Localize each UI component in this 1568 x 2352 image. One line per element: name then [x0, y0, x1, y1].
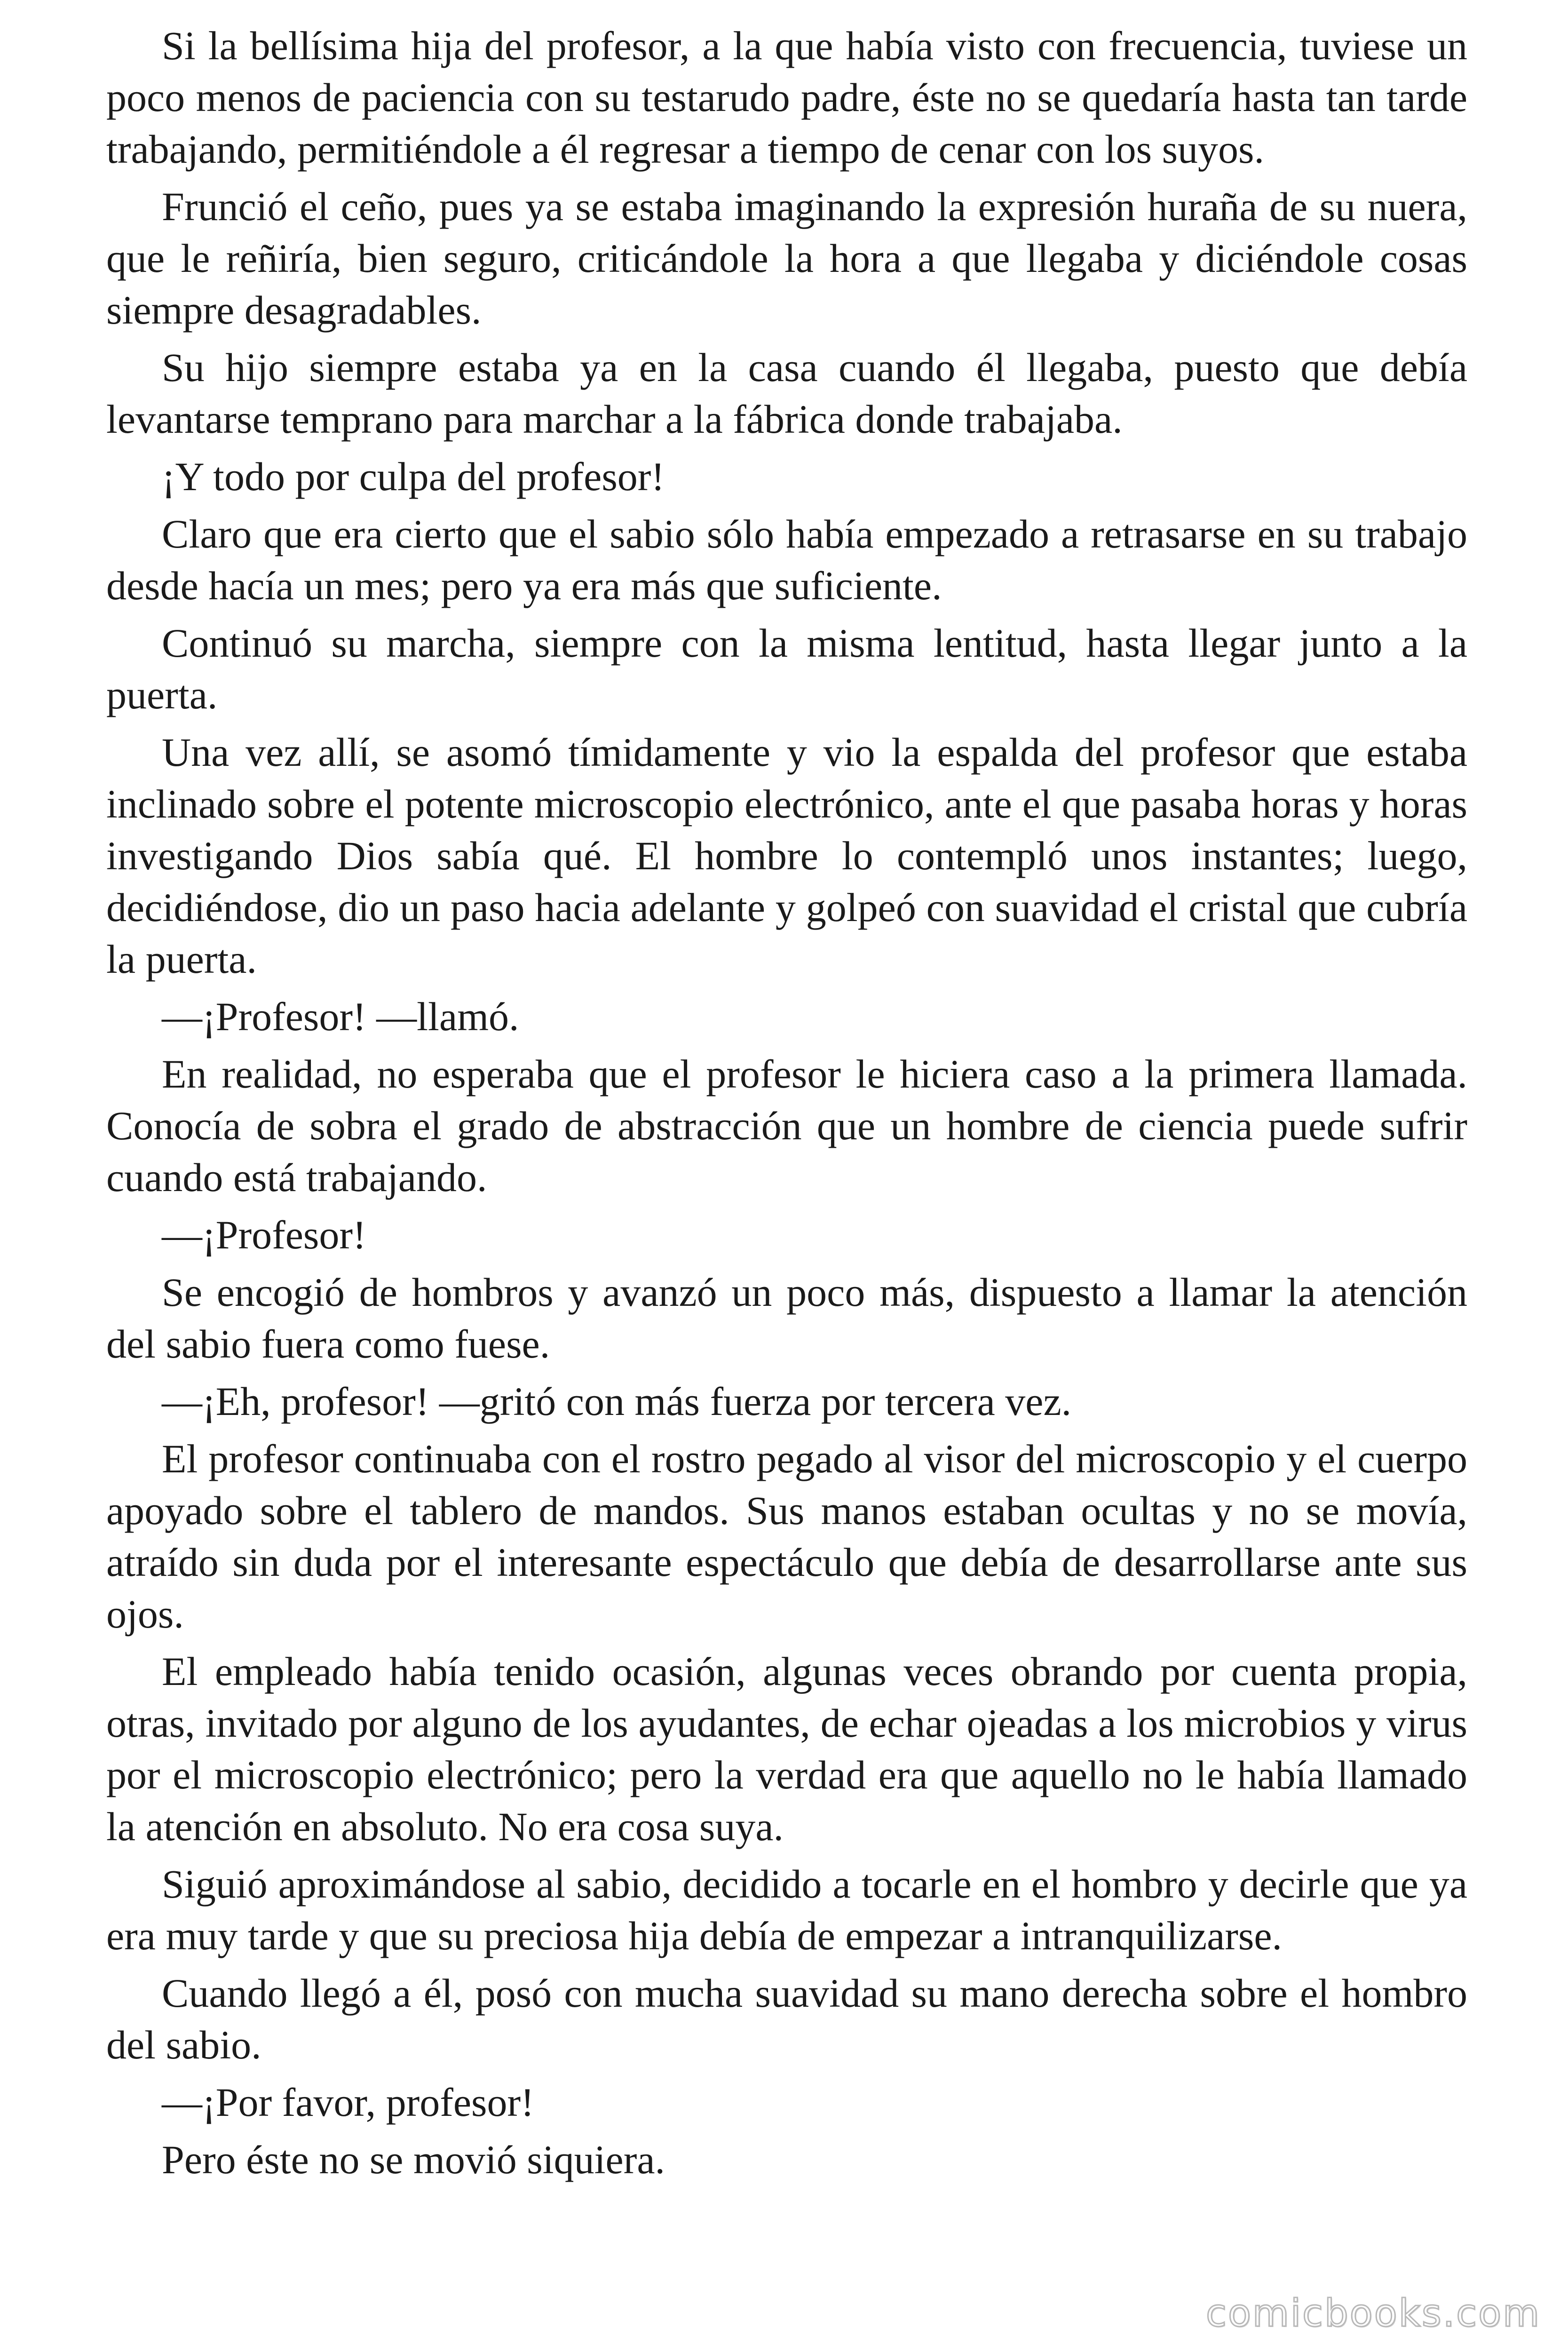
paragraph-17: —¡Por favor, profesor!	[162, 2080, 534, 2125]
paragraph-7: Una vez allí, se asomó tímidamente y vio la espalda del profesor que estaba inclinado sobre el potente microscopio electrónico, ante el que pasaba horas y horas investigando Dios sabía qué. El hombre lo contempló unos instantes; luego, decidiéndose, dio un paso hacia adelante y golpeó con suavidad el cristal que cubría la puerta.	[106, 730, 1467, 982]
paragraph-10: —¡Profesor!	[162, 1212, 366, 1257]
paragraph-9: En realidad, no esperaba que el profesor le hiciera caso a la primera llamada. Conocía de sobra el grado de abstracción que un hombre de ciencia puede sufrir cuando está trabajando.	[106, 1051, 1467, 1200]
paragraph-11: Se encogió de hombros y avanzó un poco más, dispuesto a llamar la atención del sabio fuera como fuese.	[106, 1270, 1467, 1367]
paragraph-4: ¡Y todo por culpa del profesor!	[162, 454, 665, 499]
paragraph-3: Su hijo siempre estaba ya en la casa cuando él llegaba, puesto que debía levantarse temprano para marchar a la fábrica donde trabajaba.	[106, 345, 1467, 442]
paragraph-13: El profesor continuaba con el rostro pegado al visor del microscopio y el cuerpo apoyado sobre el tablero de mandos. Sus manos estaban ocultas y no se movía, atraído sin duda por el interesante espectáculo que debía de desarrollarse ante sus ojos.	[106, 1436, 1467, 1637]
paragraph-12: —¡Eh, profesor! —gritó con más fuerza por tercera vez.	[162, 1379, 1072, 1424]
paragraph-18: Pero éste no se movió siquiera.	[162, 2137, 665, 2182]
paragraph-5: Claro que era cierto que el sabio sólo había empezado a retrasarse en su trabajo desde hacía un mes; pero ya era más que suficiente.	[106, 511, 1467, 608]
paragraph-1: Si la bellísima hija del profesor, a la que había visto con frecuencia, tuviese un poco menos de paciencia con su testarudo padre, éste no se quedaría hasta tan tarde trabajando, permitiéndole a él regresar a tiempo de cenar con los suyos.	[106, 23, 1467, 172]
paragraph-14: El empleado había tenido ocasión, algunas veces obrando por cuenta propia, otras, invitado por alguno de los ayudantes, de echar ojeadas a los microbios y virus por el microscopio electrónico; pero la verdad era que aquello no le había llamado la atención en absoluto. No era cosa suya.	[106, 1649, 1467, 1849]
watermark: comicbooks.com	[1205, 2291, 1541, 2335]
paragraph-15: Siguió aproximándose al sabio, decidido a tocarle en el hombro y decirle que ya era muy tarde y que su preciosa hija debía de empezar a intranquilizarse.	[106, 1861, 1467, 1958]
paragraph-6: Continuó su marcha, siempre con la misma lentitud, hasta llegar junto a la puerta.	[106, 620, 1467, 717]
paragraph-2: Frunció el ceño, pues ya se estaba imaginando la expresión huraña de su nuera, que le reñiría, bien seguro, criticándole la hora a que llegaba y diciéndole cosas siempre desagradables.	[106, 184, 1467, 333]
paragraph-16: Cuando llegó a él, posó con mucha suavidad su mano derecha sobre el hombro del sabio.	[106, 1971, 1467, 2067]
body-text	[106, 20, 1467, 2191]
paragraph-8: —¡Profesor! —llamó.	[162, 994, 519, 1039]
